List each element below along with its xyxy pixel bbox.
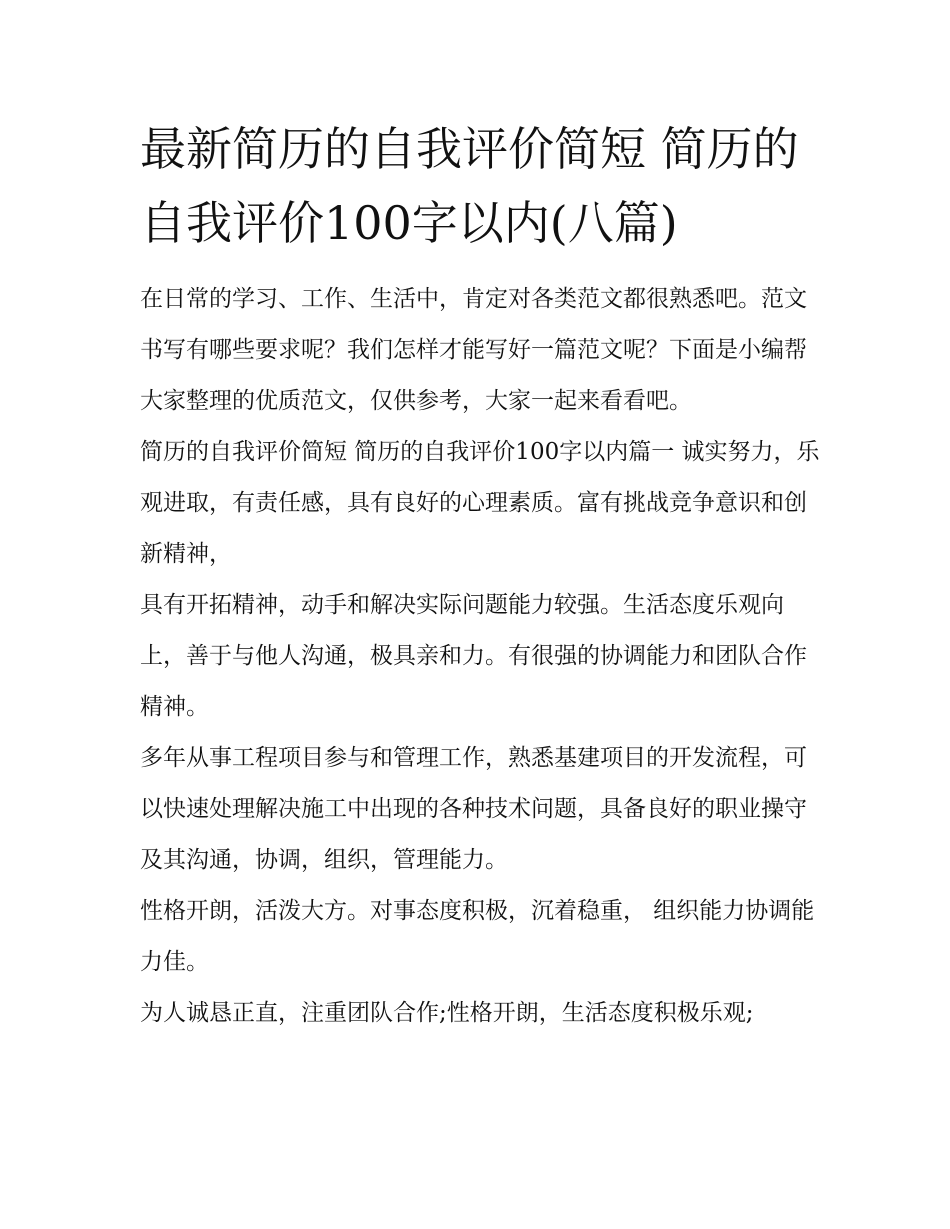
paragraph-engineering: 多年从事工程项目参与和管理工作，熟悉基建项目的开发流程，可以快速处理解决施工中出现的各种技术问题，具备良好的职业操守及其沟通，协调，组织，管理能力。 bbox=[140, 745, 807, 873]
paragraph-personality: 性格开朗，活泼大方。对事态度积极，沉着稳重， 组织能力协调能力佳。 bbox=[140, 898, 815, 975]
document-title: 最新简历的自我评价简短 简历的自我评价100字以内(八篇) bbox=[140, 122, 799, 250]
paragraph-intro: 在日常的学习、工作、生活中，肯定对各类范文都很熟悉吧。范文书写有哪些要求呢？我们怎样才能写好一篇范文呢？下面是小编帮大家整理的优质范文，仅供参考，大家一起来看看吧。 bbox=[140, 286, 807, 414]
paragraph-section-one: 简历的自我评价简短 简历的自我评价100字以内篇一 诚实努力，乐观进取，有责任感，具有良好的心理素质。富有挑战竞争意识和创新精神， bbox=[140, 439, 820, 567]
document-body bbox=[140, 274, 820, 1039]
paragraph-pioneering: 具有开拓精神，动手和解决实际问题能力较强。生活态度乐观向上，善于与他人沟通，极具亲和力。有很强的协调能力和团队合作精神。 bbox=[140, 592, 807, 720]
paragraph-integrity: 为人诚恳正直，注重团队合作;性格开朗，生活态度积极乐观; bbox=[140, 1000, 754, 1026]
